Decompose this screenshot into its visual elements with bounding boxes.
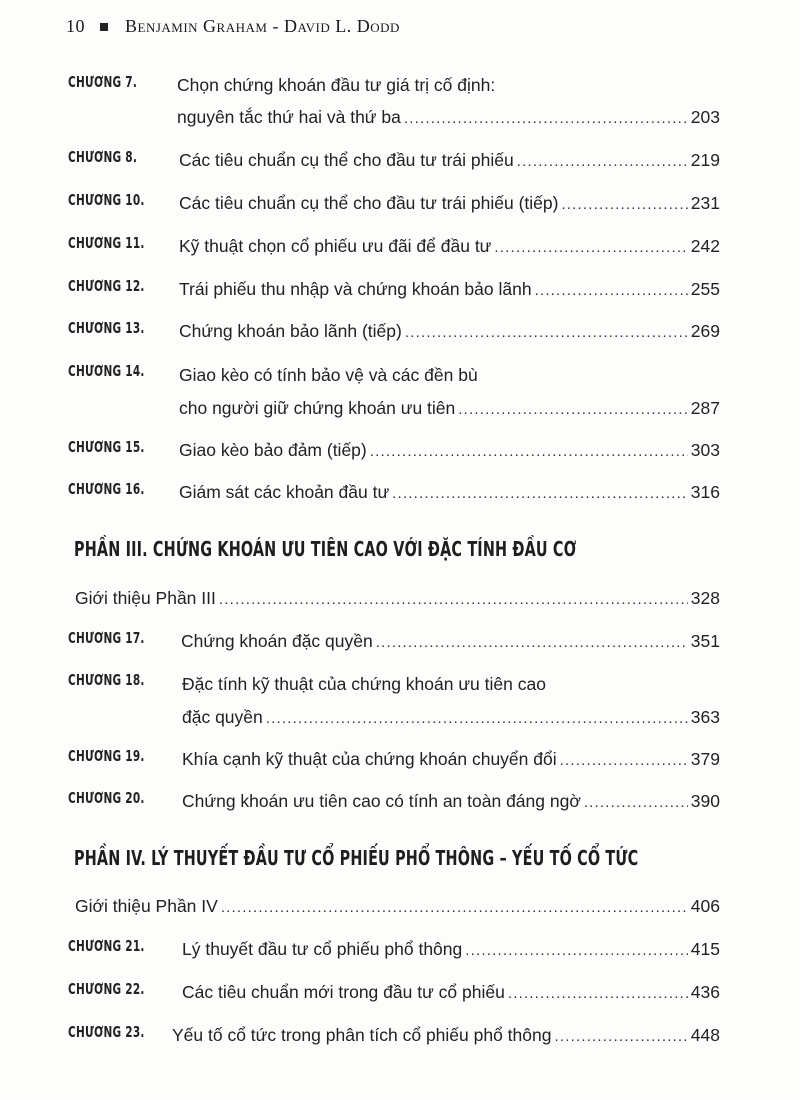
page-number: 10 <box>66 16 85 36</box>
entry-title: Chứng khoán đặc quyền <box>181 631 373 651</box>
leader-dots <box>405 322 688 344</box>
toc-entry[interactable] <box>75 587 720 611</box>
chapter-label: CHƯƠNG 12. <box>68 277 145 295</box>
entry-title: Chứng khoán bảo lãnh (tiếp) <box>179 321 402 341</box>
chapter-label: CHƯƠNG 8. <box>68 148 138 166</box>
toc-entry[interactable] <box>182 790 720 814</box>
entry-page: 379 <box>690 749 720 769</box>
entry-page: 303 <box>690 440 720 460</box>
entry-page: 328 <box>690 588 720 608</box>
toc-entry[interactable] <box>179 235 720 259</box>
chapter-label: CHƯƠNG 22. <box>68 980 145 998</box>
leader-dots <box>508 983 688 1005</box>
toc-entry[interactable] <box>182 938 720 962</box>
chapter-label: CHƯƠNG 18. <box>68 671 145 689</box>
entry-title: Giao kèo bảo đảm (tiếp) <box>179 440 367 460</box>
toc-entry[interactable] <box>179 397 720 421</box>
entry-title: Các tiêu chuẩn mới trong đầu tư cổ phiếu <box>182 982 505 1002</box>
chapter-label: CHƯƠNG 20. <box>68 789 145 807</box>
entry-title: đặc quyền <box>182 707 263 727</box>
entry-page: 255 <box>690 279 720 299</box>
entry-title: Các tiêu chuẩn cụ thể cho đầu tư trái phiếu <box>179 150 514 170</box>
leader-dots <box>554 1026 687 1048</box>
leader-dots <box>404 108 688 130</box>
toc-entry[interactable] <box>179 278 720 302</box>
entry-page: 415 <box>690 939 720 959</box>
leader-dots <box>221 897 688 919</box>
leader-dots <box>370 441 688 463</box>
toc-entry[interactable] <box>181 630 720 654</box>
leader-dots <box>535 280 688 302</box>
toc-entry[interactable] <box>182 706 720 730</box>
part-heading: PHẦN IV. LÝ THUYẾT ĐẦU TƯ CỔ PHIẾU PHỔ THÔNG – YẾU TỐ CỔ TỨC <box>74 846 639 870</box>
entry-title: Giới thiệu Phần IV <box>75 896 218 916</box>
running-header <box>66 16 400 37</box>
entry-page: 269 <box>690 321 720 341</box>
leader-dots <box>561 194 687 216</box>
chapter-label: CHƯƠNG 19. <box>68 747 145 765</box>
chapter-label: CHƯƠNG 17. <box>68 629 145 647</box>
entry-page: 436 <box>690 982 720 1002</box>
entry-title: Trái phiếu thu nhập và chứng khoán bảo lãnh <box>179 279 532 299</box>
entry-page: 363 <box>690 707 720 727</box>
entry-page: 242 <box>690 236 720 256</box>
chapter-label: CHƯƠNG 7. <box>68 73 138 91</box>
entry-title: Chứng khoán ưu tiên cao có tính an toàn đáng ngờ <box>182 791 581 811</box>
leader-dots <box>517 151 688 173</box>
chapter-label: CHƯƠNG 13. <box>68 319 145 337</box>
entry-title: Lý thuyết đầu tư cổ phiếu phổ thông <box>182 939 463 959</box>
entry-page: 316 <box>690 482 720 502</box>
chapter-label: CHƯƠNG 10. <box>68 191 145 209</box>
leader-dots <box>584 792 688 814</box>
part-heading: PHẦN III. CHỨNG KHOÁN ƯU TIÊN CAO VỚI ĐẶC TÍNH ĐẦU CƠ <box>74 537 577 561</box>
entry-title: Giới thiệu Phần III <box>75 588 216 608</box>
toc-entry[interactable] <box>179 149 720 173</box>
toc-entry[interactable] <box>179 481 720 505</box>
entry-title-line1: Giao kèo có tính bảo vệ và các đền bù <box>179 365 478 385</box>
entry-title-line1: Đặc tính kỹ thuật của chứng khoán ưu tiên cao <box>182 674 546 694</box>
toc-entry[interactable] <box>75 895 720 919</box>
toc-entry[interactable] <box>177 106 720 130</box>
entry-title: Giám sát các khoản đầu tư <box>179 482 390 502</box>
entry-page: 287 <box>690 398 720 418</box>
leader-dots <box>458 399 688 421</box>
entry-page: 351 <box>690 631 720 651</box>
entry-title: cho người giữ chứng khoán ưu tiên <box>179 398 456 418</box>
chapter-label: CHƯƠNG 16. <box>68 480 145 498</box>
toc-entry[interactable] <box>182 981 720 1005</box>
chapter-label: CHƯƠNG 14. <box>68 362 145 380</box>
entry-page: 203 <box>690 107 720 127</box>
entry-page: 406 <box>690 896 720 916</box>
authors: Benjamin Graham - David L. Dodd <box>125 16 400 36</box>
leader-dots <box>376 632 688 654</box>
leader-dots <box>494 237 687 259</box>
entry-page: 390 <box>690 791 720 811</box>
chapter-label: CHƯƠNG 11. <box>68 234 145 252</box>
leader-dots <box>266 708 688 730</box>
square-bullet-icon <box>100 23 108 31</box>
chapter-label: CHƯƠNG 15. <box>68 438 145 456</box>
toc-entry[interactable] <box>179 192 720 216</box>
entry-title: Khía cạnh kỹ thuật của chứng khoán chuyển đổi <box>182 749 557 769</box>
toc-entry[interactable] <box>182 748 720 772</box>
entry-page: 219 <box>690 150 720 170</box>
toc-entry[interactable] <box>172 1024 720 1048</box>
chapter-label: CHƯƠNG 23. <box>68 1023 145 1041</box>
toc-entry[interactable] <box>179 439 720 463</box>
entry-title: Kỹ thuật chọn cổ phiếu ưu đãi để đầu tư <box>179 236 492 256</box>
entry-page: 448 <box>690 1025 720 1045</box>
entry-title-line1: Chọn chứng khoán đầu tư giá trị cố định: <box>177 75 496 95</box>
entry-title: Các tiêu chuẩn cụ thể cho đầu tư trái phiếu (tiếp) <box>179 193 559 213</box>
entry-title: Yếu tố cổ tức trong phân tích cổ phiếu phổ thông <box>172 1025 552 1045</box>
entry-page: 231 <box>690 193 720 213</box>
leader-dots <box>465 940 688 962</box>
leader-dots <box>560 750 688 772</box>
leader-dots <box>392 483 688 505</box>
toc-entry[interactable] <box>179 320 720 344</box>
chapter-label: CHƯƠNG 21. <box>68 937 145 955</box>
entry-title: nguyên tắc thứ hai và thứ ba <box>177 107 401 127</box>
leader-dots <box>219 589 688 611</box>
